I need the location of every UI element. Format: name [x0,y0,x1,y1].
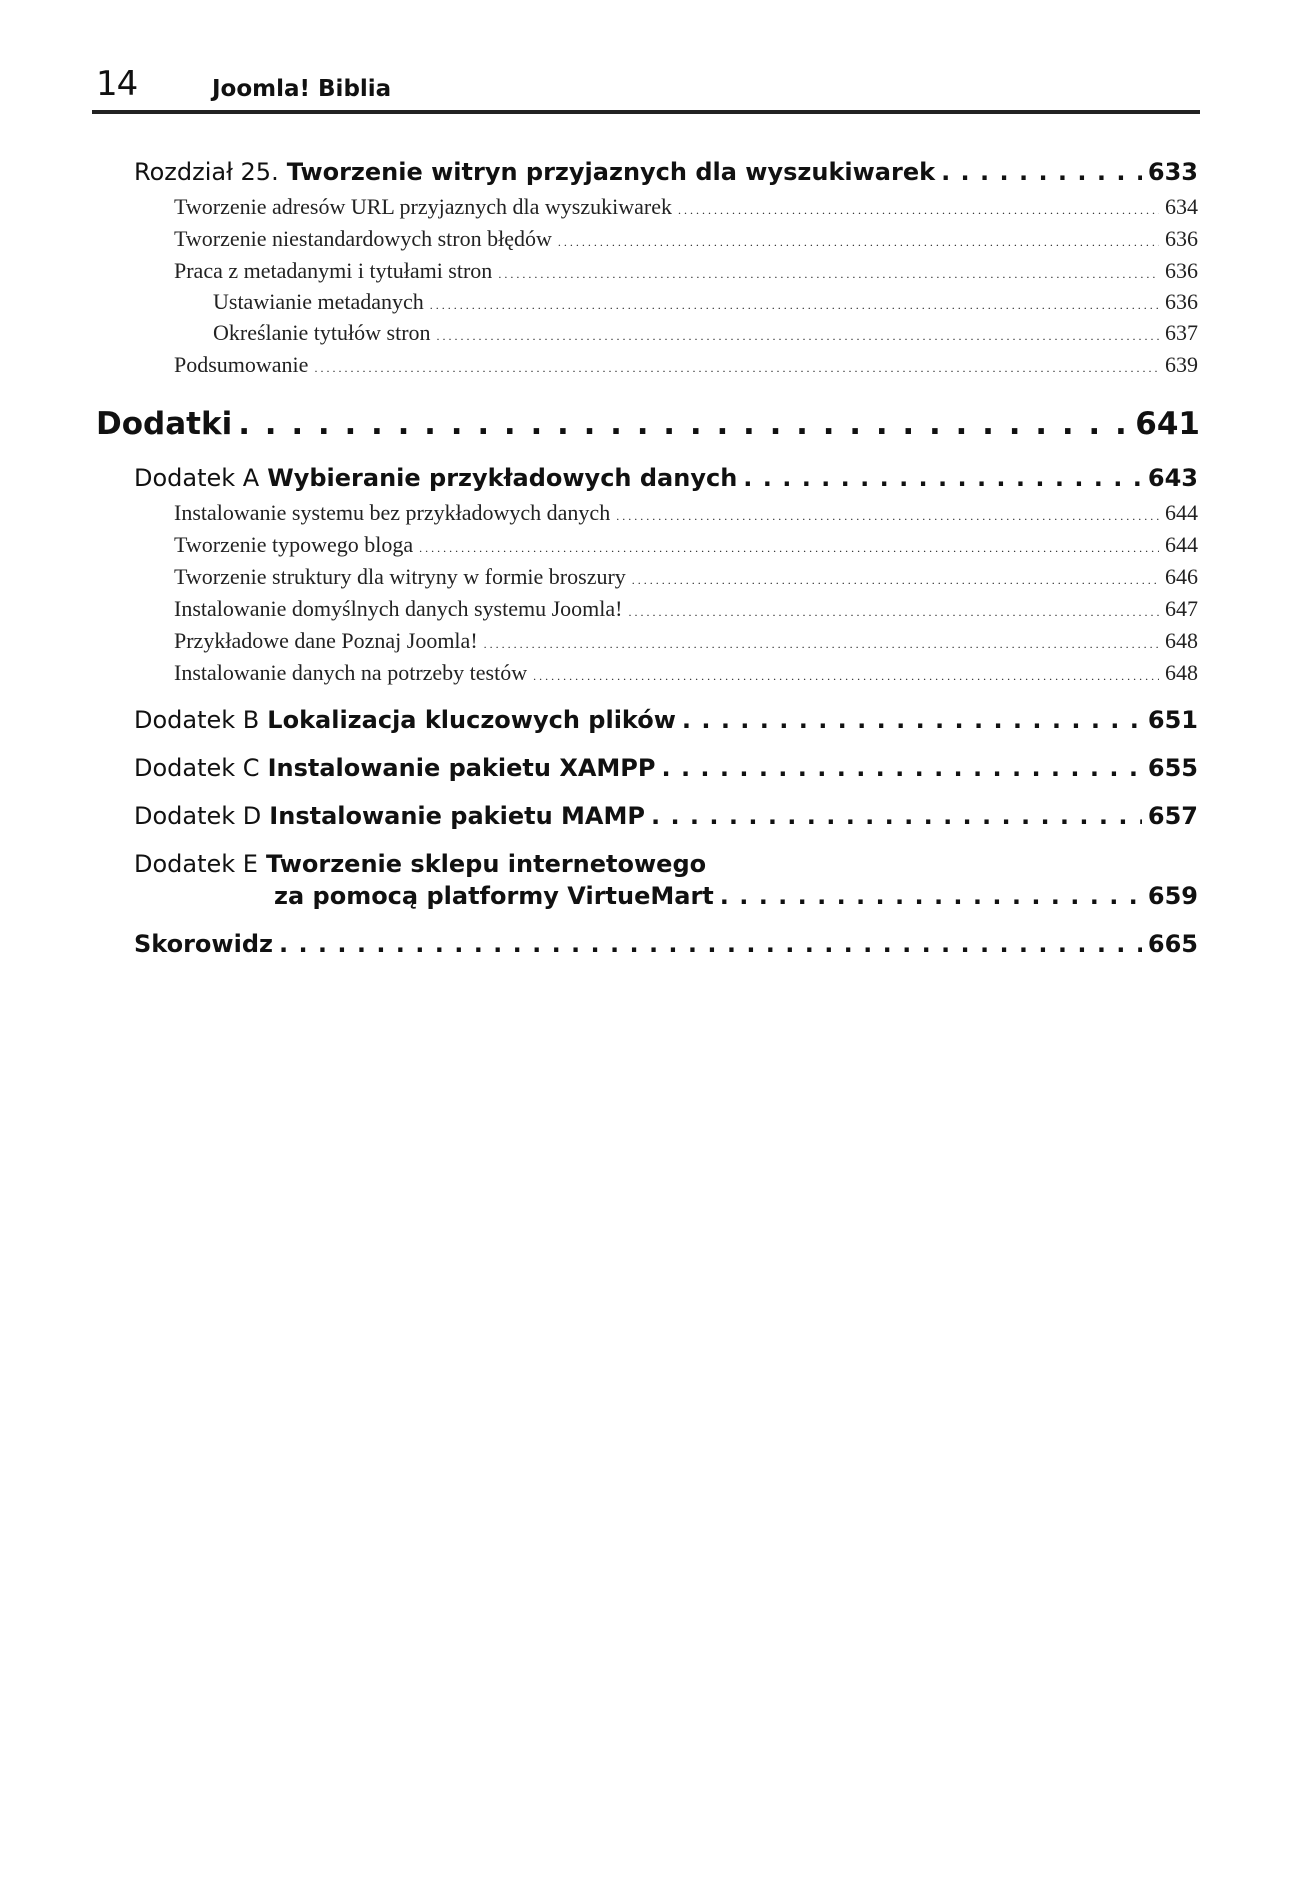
toc-section[interactable] [174,532,1198,558]
dot-leader [941,158,1142,186]
toc-appendix-c[interactable] [134,754,1198,782]
toc-part-dodatki[interactable] [96,406,1200,442]
section-page: 636 [1165,258,1198,283]
section-title: Tworzenie adresów URL przyjaznych dla wyszukiwarek [174,194,672,219]
section-title: Tworzenie struktury dla witryny w formie broszury [174,564,626,589]
section-page: 644 [1165,500,1198,525]
toc-section[interactable] [174,500,1198,526]
appendix-prefix: Dodatek A [134,464,260,492]
section-title: Praca z metadanymi i tytułami stron [174,258,493,283]
section-title: Tworzenie typowego bloga [174,532,414,557]
toc-appendix-b[interactable] [134,706,1198,734]
section-page: 648 [1165,660,1198,685]
toc-index[interactable] [134,930,1198,958]
section-page: 648 [1165,628,1198,653]
section-page: 636 [1165,289,1198,314]
toc-appendix-d[interactable] [134,802,1198,830]
section-page: 636 [1165,226,1198,251]
appendix-title-line2: za pomocą platformy VirtueMart [274,882,714,910]
chapter-page: 633 [1147,158,1198,186]
page-header [92,60,1200,114]
appendix-prefix: Dodatek E [134,850,258,878]
dot-leader [437,329,1159,344]
section-page: 644 [1165,532,1198,557]
section-title: Instalowanie danych na potrzeby testów [174,660,528,685]
dot-leader [678,203,1159,218]
appendix-page: 651 [1147,706,1198,734]
appendix-prefix: Dodatek B [134,706,260,734]
dot-leader [632,573,1159,588]
dot-leader [616,509,1159,524]
toc-section[interactable] [174,352,1198,378]
dot-leader [651,802,1142,830]
dot-leader [238,406,1129,442]
section-page: 646 [1165,564,1198,589]
section-title: Ustawianie metadanych [213,289,424,314]
appendix-title: Wybieranie przykładowych danych [267,464,738,492]
section-title: Podsumowanie [174,352,309,377]
header-rule [92,110,1200,114]
toc-appendix-a[interactable] [134,464,1198,492]
dot-leader [558,235,1159,250]
dot-leader [661,754,1141,782]
appendix-page: 659 [1147,882,1198,910]
toc-appendix-e-line1[interactable] [134,850,706,878]
section-page: 637 [1165,320,1198,345]
appendix-prefix: Dodatek D [134,802,262,830]
dot-leader [743,464,1142,492]
toc-chapter-25[interactable] [134,158,1198,186]
appendix-page: 655 [1147,754,1198,782]
toc-section[interactable] [174,194,1198,220]
index-page: 665 [1147,930,1198,958]
toc-section[interactable] [174,628,1198,654]
page-number: 14 [96,64,138,104]
dot-leader [430,298,1159,313]
section-page: 634 [1165,194,1198,219]
dot-leader [498,267,1159,282]
section-page: 639 [1165,352,1198,377]
section-title: Określanie tytułów stron [213,320,431,345]
dot-leader [279,930,1142,958]
running-title: Joomla! Biblia [212,76,392,102]
toc-section[interactable] [174,226,1198,252]
appendix-title: Instalowanie pakietu XAMPP [267,754,656,782]
toc-appendix-e-line2[interactable] [274,882,1198,910]
toc-section[interactable] [174,660,1198,686]
appendix-title-line1: Tworzenie sklepu internetowego [265,850,707,878]
part-title: Dodatki [96,406,233,442]
toc-section[interactable] [174,564,1198,590]
toc-section[interactable] [174,258,1198,284]
dot-leader [628,605,1159,620]
dot-leader [682,706,1142,734]
appendix-page: 657 [1147,802,1198,830]
appendix-title: Lokalizacja kluczowych plików [267,706,676,734]
toc-section[interactable] [174,596,1198,622]
section-title: Instalowanie domyślnych danych systemu Joomla! [174,596,623,621]
toc-subsection[interactable] [213,320,1198,346]
dot-leader [533,669,1159,684]
section-title: Tworzenie niestandardowych stron błędów [174,226,552,251]
index-title: Skorowidz [134,930,273,958]
appendix-title: Instalowanie pakietu MAMP [269,802,645,830]
dot-leader [720,882,1142,910]
part-page: 641 [1135,406,1200,442]
chapter-title: Tworzenie witryn przyjaznych dla wyszukiwarek [286,158,936,186]
appendix-page: 643 [1147,464,1198,492]
dot-leader [484,637,1159,652]
section-page: 647 [1165,596,1198,621]
chapter-prefix: Rozdział 25. [134,158,279,186]
dot-leader [419,541,1159,556]
appendix-prefix: Dodatek C [134,754,260,782]
dot-leader [314,361,1159,376]
toc-subsection[interactable] [213,289,1198,315]
section-title: Przykładowe dane Poznaj Joomla! [174,628,478,653]
section-title: Instalowanie systemu bez przykładowych danych [174,500,611,525]
